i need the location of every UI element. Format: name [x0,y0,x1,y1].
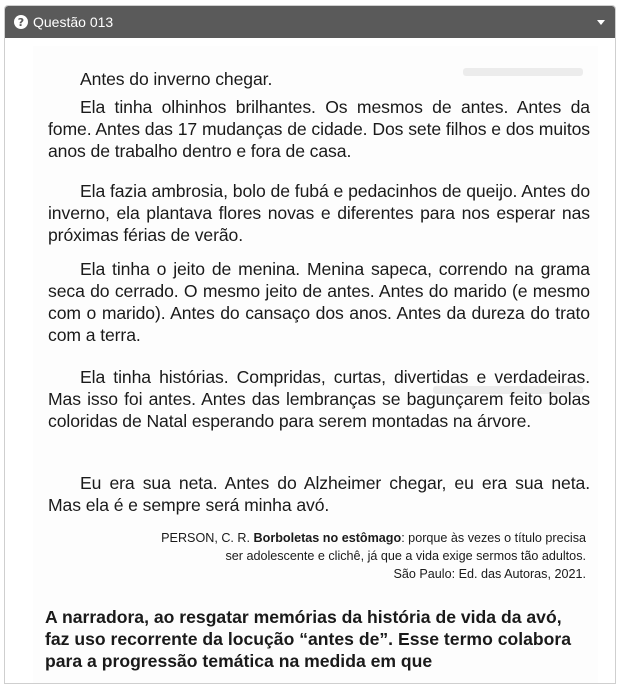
reference-subtitle-2: ser adolescente e clichê, já que a vida exige sermos tão adultos. [225,549,586,563]
question-prompt: A narradora, ao resgatar memórias da história de vida da avó, faz uso recorrente da locução “antes de”. Esse termo colabora para a progressão temática na medida em que [45,607,572,671]
text-paragraph-1: Antes do inverno chegar. [80,69,273,89]
reference-publisher: São Paulo: Ed. das Autoras, 2021. [393,567,586,581]
caret-down-icon[interactable] [597,20,605,25]
reference-book-title: Borboletas no estômago [253,531,402,545]
text-paragraph-4: Ela tinha o jeito de menina. Menina sapeca, correndo na grama seca do cerrado. O mesmo jeito de antes. Antes do marido (e mesmo com o marido). Antes do cansaço dos anos. Antes da dureza do trato com a terra. [48,259,590,345]
reference-subtitle-1: : porque às vezes o título precisa [401,531,586,545]
reference-line-1 [86,530,586,547]
text-paragraph-5: Ela tinha histórias. Compridas, curtas, divertidas e verdadeiras. Mas isso foi antes. Antes das lembranças se bagunçarem feito bolas coloridas de Natal esperando para serem montadas na árvore. [48,367,590,431]
question-panel-header[interactable] [5,6,615,38]
question-circle-icon: ? [14,15,28,29]
text-paragraph-3: Ela fazia ambrosia, bolo de fubá e pedacinhos de queijo. Antes do inverno, ela plantava flores novas e diferentes para nos esperar nas próximas férias de verão. [48,181,590,245]
question-image [33,46,598,684]
question-panel [4,5,616,684]
reference-author: PERSON, C. R. [161,531,251,545]
text-paragraph-6: Eu era sua neta. Antes do Alzheimer chegar, eu era sua neta. Mas ela é e sempre será minha avó. [48,473,590,515]
text-paragraph-2: Ela tinha olhinhos brilhantes. Os mesmos de antes. Antes da fome. Antes das 17 mudanças de cidade. Dos sete filhos e dos muitos anos de trabalho dentro e fora de casa. [48,97,590,161]
question-title: Questão 013 [33,14,114,30]
